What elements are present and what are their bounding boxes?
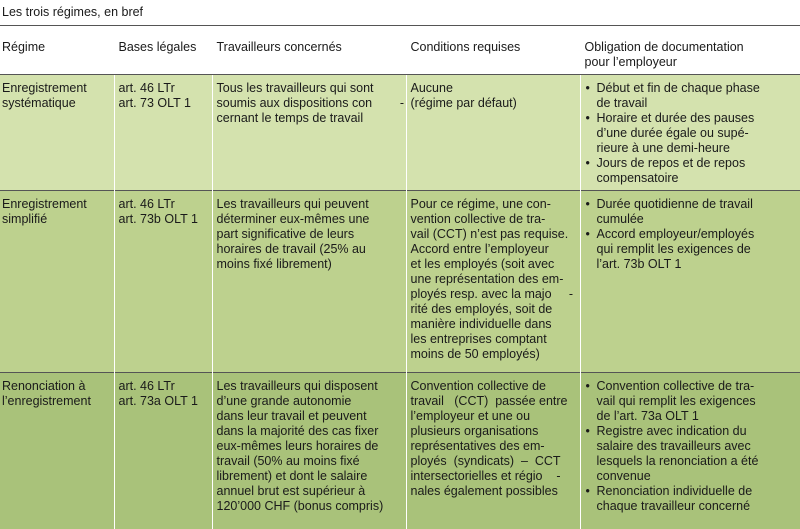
- list-item: • Début et fin de chaque phase de travail: [585, 81, 795, 111]
- list-item: • Registre avec indication du salaire des travailleurs avec lesquels la renonciation a été convenue: [585, 424, 795, 484]
- cell-conditions: Aucune (régime par défaut): [406, 75, 580, 191]
- cell-bases: art. 46 LTr art. 73 OLT 1: [114, 75, 212, 191]
- list-item: • Accord employeur/employés qui remplit les exigences de l’art. 73b OLT 1: [585, 227, 795, 272]
- cell-travailleurs: Tous les travailleurs qui sont soumis aux dispositions con - cernant le temps de travail: [212, 75, 406, 191]
- cell-conditions: Convention collective de travail (CCT) passée entre l’employeur et une ou plusieurs organisations représentatives des em- ployés (syndicats) – CCT intersectorielles et régio - nales également possibles: [406, 373, 580, 529]
- obligations-list: [585, 81, 795, 186]
- cell-obligations: [580, 191, 800, 373]
- list-item: • Horaire et durée des pauses d’une durée égale ou supé- rieure à une demi-heure: [585, 111, 795, 156]
- cell-obligations: [580, 373, 800, 529]
- header-row: [0, 26, 800, 75]
- list-item: • Jours de repos et de repos compensatoire: [585, 156, 795, 186]
- cell-obligations: [580, 75, 800, 191]
- cell-bases: art. 46 LTr art. 73b OLT 1: [114, 191, 212, 373]
- list-item: • Renonciation individuelle de chaque travailleur concerné: [585, 484, 795, 514]
- table-caption: Les trois régimes, en bref: [0, 0, 800, 26]
- header-travailleurs: Travailleurs concernés: [212, 26, 406, 75]
- cell-travailleurs: Les travailleurs qui disposent d’une grande autonomie dans leur travail et peuvent dans la majorité des cas fixer eux-mêmes leurs horaires de travail (50% au moins fixé librement) et dont le salaire annuel brut est supérieur à 120’000 CHF (bonus compris): [212, 373, 406, 529]
- cell-bases: art. 46 LTr art. 73a OLT 1: [114, 373, 212, 529]
- regimes-table: [0, 26, 800, 529]
- table-row: [0, 191, 800, 373]
- list-item: • Durée quotidienne de travail cumulée: [585, 197, 795, 227]
- cell-regime: Renonciation à l’enregistrement: [0, 373, 114, 529]
- table-row: [0, 75, 800, 191]
- table-row: [0, 373, 800, 529]
- cell-regime: Enregistrement simplifié: [0, 191, 114, 373]
- obligations-list: [585, 379, 795, 514]
- cell-conditions: Pour ce régime, une con- vention collective de tra- vail (CCT) n’est pas requise. Accord entre l’employeur et les employés (soit avec une représentation des em- ployés resp. avec la majo - rité des employés, soit de manière individuelle dans les entreprises comptant moins de 50 employés): [406, 191, 580, 373]
- list-item: • Convention collective de tra- vail qui remplit les exigences de l’art. 73a OLT 1: [585, 379, 795, 424]
- header-conditions: Conditions requises: [406, 26, 580, 75]
- header-regime: Régime: [0, 26, 114, 75]
- cell-travailleurs: Les travailleurs qui peuvent déterminer eux-mêmes une part significative de leurs horaires de travail (25% au moins fixé librement): [212, 191, 406, 373]
- header-bases: Bases légales: [114, 26, 212, 75]
- obligations-list: [585, 197, 795, 272]
- header-obligations: Obligation de documentation pour l’employeur: [580, 26, 800, 75]
- cell-regime: Enregistrement systématique: [0, 75, 114, 191]
